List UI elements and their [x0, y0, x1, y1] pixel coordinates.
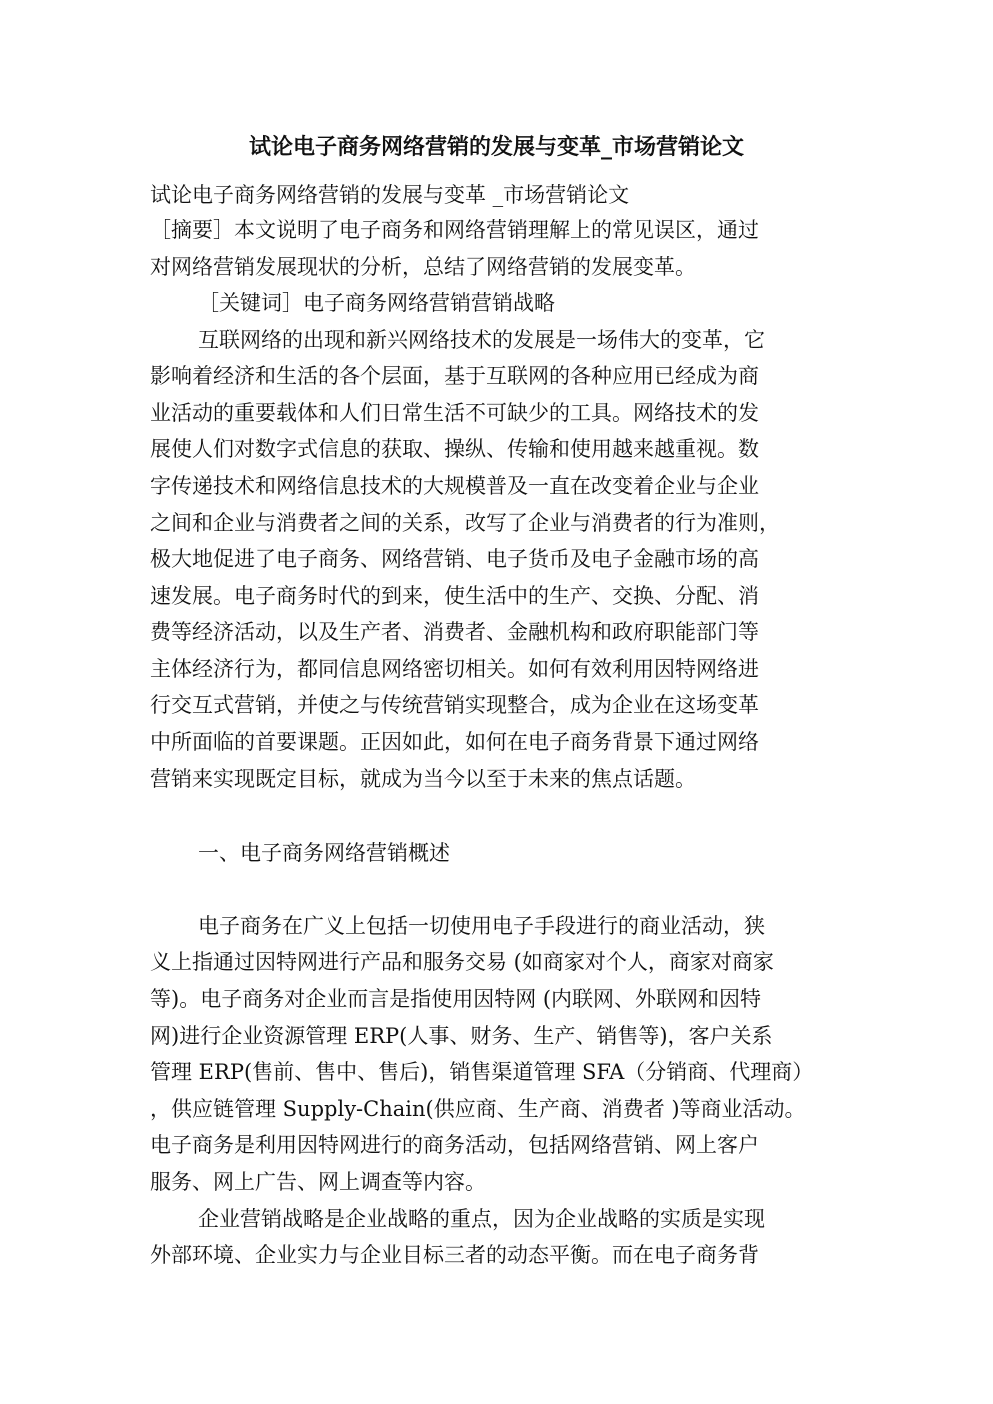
abstract-line: 对网络营销发展现状的分析，总结了网络营销的发展变革。: [150, 255, 696, 279]
intro-line: 营销来实现既定目标，就成为当今以至于未来的焦点话题。: [150, 767, 696, 791]
section1-line: ，供应链管理 Supply-Chain(供应商、生产商、消费者 )等商业活动。: [150, 1097, 806, 1121]
intro-line: 之间和企业与消费者之间的关系，改写了企业与消费者的行为准则，: [150, 511, 780, 535]
intro-line: 速发展。电子商务时代的到来，使生活中的生产、交换、分配、消: [150, 584, 759, 608]
intro-line: 极大地促进了电子商务、网络营销、电子货币及电子金融市场的高: [150, 547, 759, 571]
document-title: 试论电子商务网络营销的发展与变革_市场营销论文: [248, 134, 744, 160]
intro-line: 中所面临的首要课题。正因如此，如何在电子商务背景下通过网络: [150, 730, 759, 754]
intro-line: 展使人们对数字式信息的获取、操纵、传输和使用越来越重视。数: [150, 437, 759, 461]
section1-line: 等)。电子商务对企业而言是指使用因特网 (内联网、外联网和因特: [150, 987, 762, 1011]
section1-line: 电子商务是利用因特网进行的商务活动，包括网络营销、网上客户: [150, 1133, 759, 1157]
abstract-line: ［摘要］本文说明了电子商务和网络营销理解上的常见误区，通过: [150, 218, 759, 242]
section1-line: 网)进行企业资源管理 ERP(人事、财务、生产、销售等)，客户关系: [150, 1024, 773, 1048]
intro-line: 字传递技术和网络信息技术的大规模普及一直在改变着企业与企业: [150, 474, 759, 498]
section1-line: 外部环境、企业实力与企业目标三者的动态平衡。而在电子商务背: [150, 1243, 759, 1267]
intro-line: 互联网络的出现和新兴网络技术的发展是一场伟大的变革，它: [198, 328, 765, 352]
section-heading: 一、电子商务网络营销概述: [198, 841, 450, 865]
section1-line: 管理 ERP(售前、售中、售后)，销售渠道管理 SFA（分销商、代理商）: [150, 1060, 814, 1084]
section1-line: 企业营销战略是企业战略的重点，因为企业战略的实质是实现: [198, 1207, 765, 1231]
intro-line: 行交互式营销，并使之与传统营销实现整合，成为企业在这场变革: [150, 693, 759, 717]
keywords-line: ［关键词］电子商务网络营销营销战略: [198, 291, 555, 315]
intro-line: 影响着经济和生活的各个层面，基于互联网的各种应用已经成为商: [150, 364, 759, 388]
section1-line: 电子商务在广义上包括一切使用电子手段进行的商业活动，狭: [198, 914, 765, 938]
section1-line: 服务、网上广告、网上调查等内容。: [150, 1170, 486, 1194]
section1-line: 义上指通过因特网进行产品和服务交易 (如商家对个人，商家对商家: [150, 950, 774, 974]
intro-line: 主体经济行为，都同信息网络密切相关。如何有效利用因特网络进: [150, 657, 759, 681]
intro-line: 业活动的重要载体和人们日常生活不可缺少的工具。网络技术的发: [150, 401, 759, 425]
intro-line: 费等经济活动，以及生产者、消费者、金融机构和政府职能部门等: [150, 620, 759, 644]
subtitle-line: 试论电子商务网络营销的发展与变革 _市场营销论文: [150, 183, 630, 207]
